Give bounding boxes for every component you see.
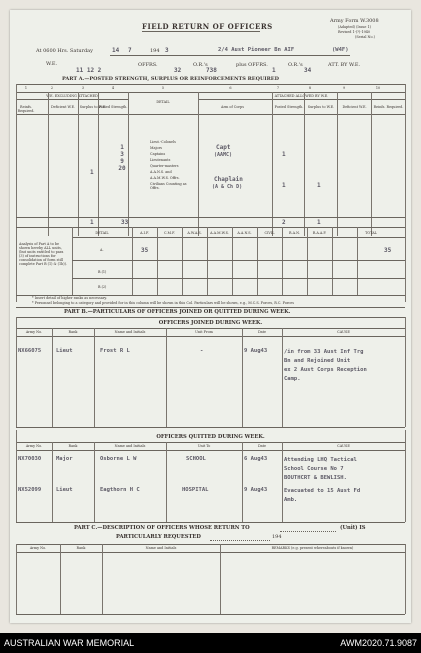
year-prefix: 194 bbox=[150, 48, 160, 54]
quitted-column-headings: Army No. Rank Name and Initials Unit To Date CAUSE bbox=[25, 444, 350, 448]
head-reinfs-left: Reinfs. Required. bbox=[17, 105, 35, 113]
footnote-1: * Insert detail of higher ranks as necessary. bbox=[32, 296, 107, 300]
attached-arm-1: Capt bbox=[216, 144, 231, 151]
form-sheet bbox=[10, 10, 411, 623]
attached-surplus-2: 1 bbox=[317, 182, 321, 189]
detail-list bbox=[150, 140, 196, 192]
plus-ors-label: O.R.'s bbox=[288, 62, 303, 68]
part-c-column-headings: Army No. Rank Name and Initials REMARKS (e.g. present whereabouts if known) bbox=[29, 546, 354, 550]
head-arm-of-corps: Arm of Corps bbox=[221, 105, 244, 109]
analysis-note: Analysis of Part A to be shown hereby ALL units, (but units entitled to para (3) of instructions for consolidation of form still complete Part B (1) & (1b)). bbox=[19, 242, 67, 266]
head-deficient-left: Deficient W.E. bbox=[50, 105, 76, 109]
column-numbers: 1 2 3 4 5 6 7 8 9 10 bbox=[24, 86, 381, 90]
joined-unit-from: - bbox=[200, 348, 204, 354]
total-surplus: 1 bbox=[90, 219, 94, 226]
quitted-name: Osborne L W bbox=[100, 456, 137, 462]
unit-value: 2/4 Aust Pioneer Bn AIF bbox=[218, 47, 295, 53]
joined-column-headings: Army No. Rank Name and Initials Unit From Date CAUSE bbox=[25, 330, 350, 334]
joined-army-no: NX66075 bbox=[18, 348, 42, 354]
month-value: 7 bbox=[128, 47, 132, 54]
head-posted-right: Posted Strength. bbox=[274, 105, 304, 109]
quitted-army-no: NX70030 bbox=[18, 456, 42, 462]
analysis-row-b2: B.(2) bbox=[98, 285, 107, 289]
analysis-row-b1: B.(1) bbox=[98, 270, 107, 274]
joined-cause: /in from 33 Aust Inf Trg Bn and Rejoined Unit ex 2 Aust Corps Reception Camp. bbox=[284, 349, 367, 382]
plus-ors-value: 34 bbox=[304, 67, 312, 74]
we-label: W.E. bbox=[46, 61, 58, 67]
offrs-label: OFFRS. bbox=[138, 62, 158, 68]
attached-posted-1: 1 bbox=[282, 151, 286, 158]
quitted-cause: Attending LHQ Tactical School Course No 7 BOUTHCRT & BEWLISH. bbox=[284, 457, 357, 481]
offrs-value: 32 bbox=[174, 67, 182, 74]
plus-offrs-label: plus OFFRS. bbox=[236, 62, 268, 68]
joined-heading: OFFICERS JOINED DURING WEEK. bbox=[158, 320, 263, 326]
total-att-posted: 2 bbox=[282, 219, 286, 226]
group-left-heading: W.E. EXCLUDING ATTACHED bbox=[46, 94, 98, 98]
quitted-rank: Lieut bbox=[56, 487, 73, 493]
detail-item: Quarter-masters bbox=[150, 164, 179, 168]
head-surplus-left: Surplus to W.E. bbox=[79, 105, 107, 109]
quitted-name: Eagthorn H C bbox=[100, 487, 140, 493]
detail-item: A.A.N.S. and bbox=[150, 170, 172, 174]
detail-heading: DETAIL bbox=[156, 100, 170, 104]
part-a-heading: PART A.—POSTED STRENGTH, SURPLUS OR REINFORCEMENTS REQUIRED bbox=[62, 76, 279, 82]
quitted-unit-to: SCHOOL bbox=[186, 456, 206, 462]
form-adapted: (Adapted) (Issue 1) bbox=[338, 25, 371, 29]
total-att-surplus: 1 bbox=[317, 219, 321, 226]
head-reinfs-right: Reinfs. Required. bbox=[373, 105, 404, 109]
form-title: FIELD RETURN OF OFFICERS bbox=[142, 22, 273, 31]
analysis-row-a: A. bbox=[100, 248, 104, 252]
archive-footer bbox=[0, 633, 421, 653]
joined-date: 9 Aug43 bbox=[244, 348, 268, 354]
attached-arm-2: Chaplain bbox=[214, 176, 243, 183]
we-value: 11 12 2 bbox=[76, 67, 102, 74]
army-form-number: Army Form W.3008 bbox=[330, 18, 379, 24]
part-c-unit-is: (Unit) IS bbox=[340, 525, 366, 531]
quitted-date: 6 Aug43 bbox=[244, 456, 268, 462]
ors-value: 738 bbox=[206, 67, 217, 74]
footnote-2: * Personnel belonging to a category and provided for in this column will be shown in this Col. Particulars will be shown, e.g., M.C.S. Forces, R.C. Forces bbox=[32, 301, 295, 305]
group-right-heading: ATTACHED ALLOWED BY W.E. bbox=[274, 94, 329, 98]
analysis-aif-value: 35 bbox=[141, 247, 149, 254]
quitted-cause: Evacuated to 15 Aust Fd Amb. bbox=[284, 488, 361, 503]
joined-rank: Lieut bbox=[56, 348, 73, 354]
total-posted: 33 bbox=[121, 219, 129, 226]
quitted-heading: OFFICERS QUITTED DURING WEEK. bbox=[156, 434, 265, 440]
analysis-headings: DETAIL A.I.F. C.M.F. A.W.A.S. A.A.M.W.S. A.A.N.S. CIVIL R.A.N. R.A.A.F. TOTAL bbox=[95, 231, 377, 235]
attached-sub-2: (A & Ch D) bbox=[212, 184, 243, 190]
quitted-unit-to: HOSPITAL bbox=[182, 487, 209, 493]
day-value: 14 bbox=[112, 47, 120, 54]
footer-reference: AWM2020.71.9087 bbox=[340, 638, 417, 648]
posted-entries: 1 3 9 20 bbox=[118, 144, 126, 172]
analysis-total-value: 35 bbox=[384, 247, 392, 254]
detail-item: Lieutenants bbox=[150, 158, 171, 162]
at-time-label: At 0600 Hrs. Saturday bbox=[36, 48, 93, 54]
unit-code: (W4F) bbox=[332, 47, 349, 53]
detail-item: A.A.M.W.S. Offrs. bbox=[150, 176, 180, 180]
year-suffix: 3 bbox=[165, 47, 169, 54]
part-c-heading: PART C.—DESCRIPTION OF OFFICERS WHOSE RETURN TO bbox=[74, 525, 250, 531]
att-by-we-label: ATT. BY W.E. bbox=[328, 62, 361, 68]
detail-item: Lieut.-Colonels bbox=[150, 140, 176, 144]
head-posted-left: Posted Strength. bbox=[98, 105, 128, 109]
attached-sub-1: (AAMC) bbox=[214, 152, 233, 158]
head-surplus-right: Surplus to W.E. bbox=[307, 105, 335, 109]
detail-item: Captains bbox=[150, 152, 166, 156]
form-revised: Revised 1-(?)-1940 bbox=[338, 30, 371, 34]
part-b-heading: PART B.—PARTICULARS OF OFFICERS JOINED OR QUITTED DURING WEEK. bbox=[64, 309, 291, 315]
joined-name: Frost R L bbox=[100, 348, 130, 354]
footer-institution: AUSTRALIAN WAR MEMORIAL bbox=[4, 638, 135, 648]
part-c-requested: PARTICULARLY REQUESTED bbox=[116, 534, 201, 540]
head-deficient-right: Deficient W.E. bbox=[342, 105, 367, 109]
quitted-date: 9 Aug43 bbox=[244, 487, 268, 493]
ors-label: O.R.'s bbox=[193, 62, 208, 68]
serial-label: (Serial No.) bbox=[355, 35, 375, 39]
plus-offrs-value: 1 bbox=[272, 67, 276, 74]
part-c-year: 194 bbox=[272, 534, 282, 540]
detail-item: Civilians Counting as Offrs. bbox=[150, 182, 187, 190]
detail-item: Majors bbox=[150, 146, 162, 150]
attached-posted-2: 1 bbox=[282, 182, 286, 189]
quitted-rank: Major bbox=[56, 456, 73, 462]
surplus-entry: 1 bbox=[90, 169, 94, 176]
quitted-army-no: NX52099 bbox=[18, 487, 42, 493]
